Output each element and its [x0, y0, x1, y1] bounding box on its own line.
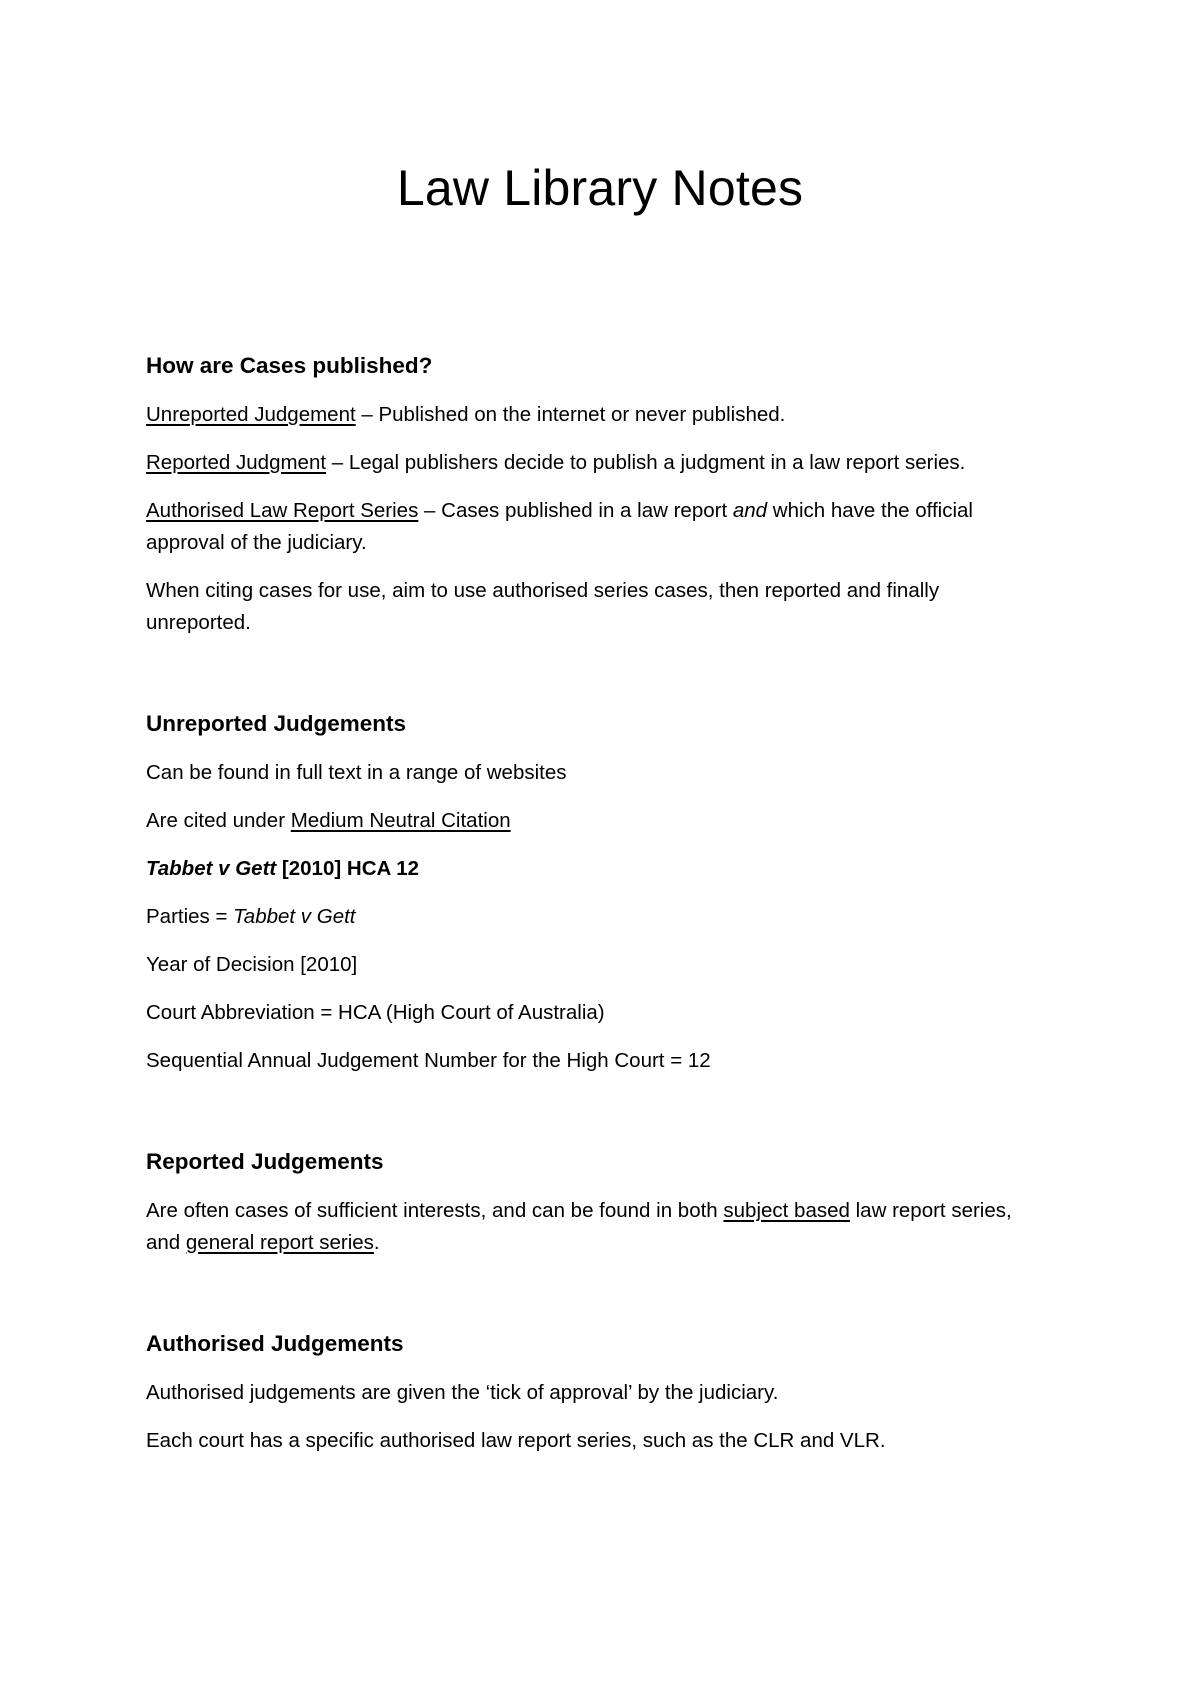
citing-note: When citing cases for use, aim to use authorised series cases, then reported and finally unreported. — [146, 579, 940, 634]
emphasis-and: and — [732, 499, 768, 522]
document-body — [146, 350, 1046, 1473]
citation-year: Year of Decision [2010] — [146, 953, 358, 976]
parties-prefix: Parties = — [146, 905, 234, 928]
definition-text: – Published on the internet or never published. — [355, 403, 786, 426]
citation-court: Court Abbreviation = HCA (High Court of Australia) — [146, 1001, 605, 1024]
page-title: Law Library Notes — [396, 160, 804, 216]
term-authorised-law-report-series: Authorised Law Report Series — [146, 499, 419, 522]
definition-unreported — [146, 399, 1046, 431]
unreported-line-websites: Can be found in full text in a range of websites — [146, 761, 567, 784]
citation-prefix: Are cited under — [146, 809, 291, 832]
reported-text: Are often cases of sufficient interests, and can be found in both — [146, 1199, 724, 1222]
definition-text: which have the official approval of the judiciary. — [146, 499, 973, 554]
section-spacer — [146, 655, 1046, 708]
definition-authorised — [146, 495, 1046, 559]
definition-text: – Legal publishers decide to publish a judgment in a law report series. — [326, 451, 966, 474]
section-spacer — [146, 1275, 1046, 1328]
reported-text: . — [373, 1231, 380, 1254]
section-spacer — [146, 1093, 1046, 1146]
citation-parties — [146, 901, 1046, 933]
example-case-name: Tabbet v Gett — [146, 857, 277, 880]
section-heading-authorised: Authorised Judgements — [146, 1331, 404, 1356]
section-heading-reported: Reported Judgements — [146, 1149, 384, 1174]
definition-text: – Cases published in a law report — [418, 499, 733, 522]
term-unreported-judgement: Unreported Judgement — [146, 403, 356, 426]
authorised-line-series: Each court has a specific authorised law report series, such as the CLR and VLR. — [146, 1429, 886, 1452]
unreported-line-citation — [146, 805, 1046, 837]
term-medium-neutral-citation: Medium Neutral Citation — [290, 809, 511, 832]
authorised-line-approval: Authorised judgements are given the ‘tick of approval’ by the judiciary. — [146, 1381, 779, 1404]
citation-sequence: Sequential Annual Judgement Number for the High Court = 12 — [146, 1049, 711, 1072]
term-reported-judgment: Reported Judgment — [146, 451, 327, 474]
term-subject-based: subject based — [723, 1199, 850, 1222]
section-heading-published: How are Cases published? — [146, 353, 433, 378]
parties-value: Tabbet v Gett — [233, 905, 356, 928]
reported-text: law report series, and — [146, 1199, 1012, 1254]
section-heading-unreported: Unreported Judgements — [146, 711, 407, 736]
example-citation — [146, 853, 1046, 885]
example-citation-rest: [2010] HCA 12 — [276, 857, 420, 880]
definition-reported — [146, 447, 1046, 479]
reported-description — [146, 1195, 1046, 1259]
term-general-report-series: general report series — [185, 1231, 374, 1254]
